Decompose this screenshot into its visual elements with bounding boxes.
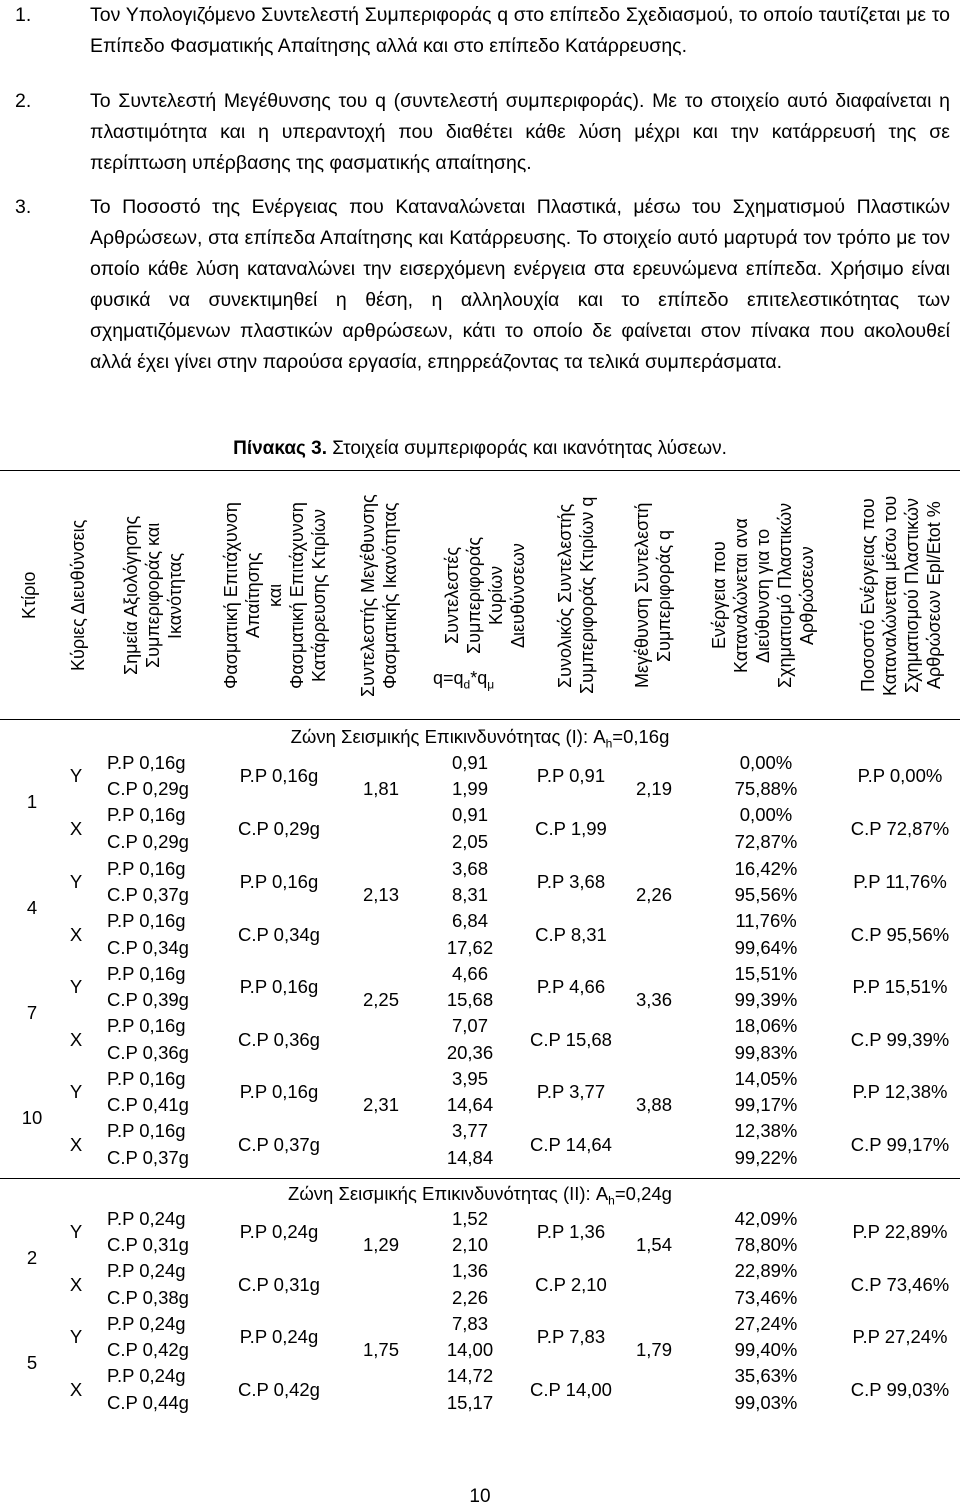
total-behaviour-factor-value: P.P 4,66 — [536, 976, 606, 998]
energy-per-direction-value: 73,46% — [734, 1286, 798, 1308]
energy-per-direction-value: 99,40% — [734, 1339, 798, 1361]
zone-2-top-border — [0, 1178, 960, 1179]
total-behaviour-factor-value: P.P 7,83 — [536, 1326, 606, 1348]
energy-per-direction-value: 75,88% — [734, 778, 798, 800]
capacity-magnification-value: 1,75 — [362, 1339, 399, 1361]
behaviour-factor-value: 0,91 — [451, 752, 488, 773]
evaluation-point: C.P 0,44g — [107, 1391, 189, 1413]
capacity-magnification-value: 1,29 — [362, 1234, 399, 1256]
behaviour-factor-value: 3,77 — [451, 1120, 488, 1142]
behaviour-factor-value: 2,05 — [451, 830, 488, 852]
header-building: Κτίριο — [19, 571, 39, 620]
behaviour-factor-value: 6,84 — [451, 910, 488, 932]
evaluation-point: P.P 0,16g — [107, 1068, 186, 1089]
energy-per-direction-value: 99,03% — [734, 1391, 798, 1413]
paragraph-number: 2. — [15, 90, 32, 112]
spectral-acceleration-value: C.P 0,42g — [238, 1378, 320, 1400]
capacity-magnification-value: 2,13 — [362, 884, 399, 906]
energy-per-direction-value: 18,06% — [734, 1015, 798, 1037]
energy-percentage-value: P.P 15,51% — [852, 976, 948, 998]
paragraph-text: Τον Υπολογιζόμενο Συντελεστή Συμπεριφοράς q στο επίπεδο Σχεδιασμού, το οποίο ταυτίζεται με το Επίπεδο Φασματικής Απαίτησης αλλά και στο επίπεδο Κατάρρευσης. — [90, 4, 950, 57]
paragraph-text: Το Ποσοστό της Ενέργειας που Καταναλώνεται Πλαστικά, μέσω του Σχηματισμού Πλαστικών Αρθρώσεων, στα επίπεδα Απαίτησης και Κατάρρευσης. Το στοιχείο αυτό μαρτυρά τον τρόπο με τον οποίο κάθε λύση καταναλώνει την εισερχόμενη ενέργεια στα ερευνώμενα επίπεδα. Χρήσιμο είναι φυσικά να συνεκτιμηθεί η θέση, η αλληλουχία και το επίπεδο επιτελεστικότητας των σχηματιζόμενων πλαστικών αρθρώσεων, κάτι το οποίο δε φαίνεται στον πίνακα που ακολουθεί αλλά έχει γίνει στην παρούσα εργασία, επηρρεάζοντας τα τελικά συμπεράσματα. — [90, 196, 950, 373]
behaviour-factor-value: 3,68 — [451, 858, 488, 879]
energy-percentage-value: C.P 95,56% — [850, 923, 950, 945]
energy-percentage-value: P.P 11,76% — [853, 871, 947, 893]
header-q-magnification: Μεγέθυνση Συντελεστή Συμπεριφοράς q — [632, 502, 674, 689]
evaluation-point: P.P 0,24g — [107, 1260, 186, 1282]
spectral-acceleration-value: P.P 0,16g — [239, 871, 319, 893]
energy-per-direction-value: 0,00% — [739, 804, 793, 826]
direction-label: Y — [69, 871, 83, 893]
direction-label: X — [69, 1028, 83, 1050]
total-behaviour-factor-value: P.P 3,77 — [536, 1081, 606, 1103]
energy-per-direction-value: 35,63% — [734, 1365, 798, 1387]
building-id: 5 — [26, 1352, 38, 1374]
header-formula: $q=q_d*q_\mu$ — [433, 668, 495, 692]
spectral-acceleration-value: P.P 0,16g — [239, 976, 319, 998]
direction-label: X — [69, 923, 83, 945]
energy-per-direction-value: 27,24% — [734, 1313, 798, 1334]
evaluation-point: C.P 0,29g — [107, 830, 189, 852]
direction-label: X — [69, 1378, 83, 1400]
behaviour-factor-value: 4,66 — [451, 963, 488, 984]
zone-label-2: Ζώνη Σεισμικής Επικινδυνότητας (ΙΙ): $A_h=0,24g$ — [288, 1183, 672, 1208]
capacity-magnification-value: 2,25 — [362, 989, 399, 1011]
total-behaviour-factor-value: P.P 0,91 — [536, 765, 606, 787]
evaluation-point: C.P 0,41g — [107, 1094, 189, 1116]
spectral-acceleration-value: C.P 0,37g — [238, 1133, 320, 1155]
evaluation-point: P.P 0,24g — [107, 1208, 186, 1229]
evaluation-point: C.P 0,36g — [107, 1041, 189, 1063]
direction-label: X — [69, 1273, 83, 1295]
q-magnification-value: 3,88 — [635, 1094, 672, 1116]
energy-percentage-value: P.P 0,00% — [857, 765, 943, 787]
energy-per-direction-value: 11,76% — [735, 910, 797, 932]
evaluation-point: C.P 0,38g — [107, 1286, 189, 1308]
behaviour-factor-value: 3,95 — [451, 1068, 488, 1089]
spectral-acceleration-value: P.P 0,16g — [239, 1081, 319, 1103]
behaviour-factor-value: 14,84 — [446, 1146, 494, 1168]
total-behaviour-factor-value: C.P 1,99 — [535, 817, 607, 839]
energy-per-direction-value: 12,38% — [734, 1120, 798, 1142]
header-main-directions: Κύριες Διευθύνσεις — [67, 519, 88, 672]
evaluation-point: P.P 0,16g — [107, 804, 186, 826]
total-behaviour-factor-value: P.P 3,68 — [536, 871, 606, 893]
behaviour-factor-value: 20,36 — [446, 1041, 494, 1063]
building-id: 4 — [26, 897, 38, 919]
energy-per-direction-value: 42,09% — [734, 1208, 798, 1229]
evaluation-point: P.P 0,16g — [107, 963, 186, 984]
direction-label: Y — [69, 976, 83, 998]
total-behaviour-factor-value: C.P 2,10 — [535, 1273, 607, 1295]
total-behaviour-factor-value: P.P 1,36 — [536, 1221, 606, 1243]
spectral-acceleration-value: P.P 0,24g — [239, 1326, 319, 1348]
evaluation-point: C.P 0,42g — [107, 1339, 189, 1361]
energy-per-direction-value: 78,80% — [734, 1234, 798, 1256]
spectral-acceleration-value: P.P 0,24g — [239, 1221, 319, 1243]
behaviour-factor-value: 1,36 — [451, 1260, 488, 1282]
spectral-acceleration-value: C.P 0,29g — [238, 817, 320, 839]
behaviour-factor-value: 1,52 — [451, 1208, 488, 1229]
energy-per-direction-value: 22,89% — [734, 1260, 798, 1282]
energy-per-direction-value: 99,22% — [734, 1146, 798, 1168]
total-behaviour-factor-value: C.P 14,00 — [530, 1378, 612, 1400]
table-top-border — [0, 470, 960, 471]
energy-per-direction-value: 99,64% — [734, 936, 798, 958]
energy-per-direction-value: 16,42% — [734, 858, 798, 879]
direction-label: X — [69, 817, 83, 839]
paragraph-text: Το Συντελεστή Μεγέθυνσης του q (συντελεστή συμπεριφοράς). Με το στοιχείο αυτό διαφαίνεται η πλαστιμότητα και η υπεραντοχή που διαθέτει κάθε λύση μέχρι και την κατάρρευσή της σε περίπτωση υπέρβασης της φασματικής απαίτησης. — [90, 90, 950, 174]
direction-label: Y — [69, 1081, 83, 1103]
evaluation-point: C.P 0,34g — [107, 936, 189, 958]
table-caption-label: Πίνακας 3. — [233, 438, 328, 459]
energy-percentage-value: P.P 27,24% — [852, 1326, 948, 1348]
behaviour-factor-value: 2,10 — [451, 1234, 488, 1256]
energy-percentage-value: P.P 12,38% — [852, 1081, 948, 1103]
total-behaviour-factor-value: C.P 14,64 — [530, 1133, 612, 1155]
energy-per-direction-value: 95,56% — [734, 884, 798, 906]
direction-label: Y — [69, 1221, 83, 1243]
energy-percentage-value: C.P 99,39% — [850, 1028, 950, 1050]
header-capacity-magnification: Συντελεστής Μεγέθυνσης Φασματικής Ικανότητας — [358, 494, 400, 697]
behaviour-factor-value: 7,83 — [451, 1313, 488, 1334]
evaluation-point: C.P 0,39g — [107, 989, 189, 1011]
behaviour-factor-value: 2,26 — [451, 1286, 488, 1308]
evaluation-point: C.P 0,37g — [107, 884, 189, 906]
header-energy-percentage: Ποσοστό Ενέργειας που Καταναλώνεται μέσω του Σχηματισμού Πλαστικών Αρθρώσεων Epl/Etot % — [857, 495, 944, 696]
behaviour-factor-value: 15,68 — [446, 989, 494, 1011]
direction-label: X — [69, 1133, 83, 1155]
evaluation-point: P.P 0,24g — [107, 1313, 186, 1334]
header-evaluation-points: Σημεία Αξιολόγησης Συμπεριφοράς και Ικανότητας — [120, 515, 185, 676]
energy-per-direction-value: 99,17% — [734, 1094, 798, 1116]
total-behaviour-factor-value: C.P 8,31 — [535, 923, 607, 945]
q-magnification-value: 2,26 — [635, 884, 672, 906]
q-magnification-value: 1,54 — [635, 1234, 672, 1256]
behaviour-factor-value: 17,62 — [446, 936, 494, 958]
capacity-magnification-value: 1,81 — [362, 778, 399, 800]
header-bottom-border — [0, 719, 960, 720]
paragraph-number: 1. — [15, 4, 32, 26]
energy-percentage-value: P.P 22,89% — [852, 1221, 948, 1243]
header-energy-per-direction: Ενέργεια που Καταναλώνεται ανα Διεύθυνση για το Σχηματισμό Πλαστικών Αρθρώσεων — [709, 502, 817, 689]
spectral-acceleration-value: C.P 0,31g — [238, 1273, 320, 1295]
evaluation-point: P.P 0,16g — [107, 910, 186, 932]
q-magnification-value: 1,79 — [635, 1339, 672, 1361]
energy-percentage-value: C.P 72,87% — [850, 817, 950, 839]
energy-per-direction-value: 99,39% — [734, 989, 798, 1011]
spectral-acceleration-value: P.P 0,16g — [239, 765, 319, 787]
energy-per-direction-value: 14,05% — [734, 1068, 798, 1089]
direction-label: Y — [69, 765, 83, 787]
energy-percentage-value: C.P 73,46% — [850, 1273, 950, 1295]
evaluation-point: C.P 0,37g — [107, 1146, 189, 1168]
behaviour-factor-value: 14,72 — [446, 1365, 494, 1387]
evaluation-point: C.P 0,31g — [107, 1234, 189, 1256]
total-behaviour-factor-value: C.P 15,68 — [530, 1028, 612, 1050]
evaluation-point: P.P 0,16g — [107, 752, 186, 773]
table-caption — [0, 438, 960, 460]
q-magnification-value: 3,36 — [635, 989, 672, 1011]
table-caption-text: Στοιχεία συμπεριφοράς και ικανότητας λύσεων. — [327, 438, 727, 459]
evaluation-point: C.P 0,29g — [107, 778, 189, 800]
building-id: 2 — [26, 1247, 38, 1269]
q-magnification-value: 2,19 — [635, 778, 672, 800]
header-total-behaviour-factor: Συνολικός Συντελεστής Συμπεριφοράς Κτιρίων q — [555, 496, 597, 695]
evaluation-point: P.P 0,24g — [107, 1365, 186, 1387]
capacity-magnification-value: 2,31 — [362, 1094, 399, 1116]
evaluation-point: P.P 0,16g — [107, 1120, 186, 1142]
behaviour-factor-value: 7,07 — [451, 1015, 488, 1037]
header-behaviour-factors: Συντελεστές Συμπεριφοράς Κυρίων Διευθύνσεων — [442, 536, 528, 655]
building-id: 1 — [26, 791, 38, 813]
table-header — [0, 474, 960, 717]
zone-label-1: Ζώνη Σεισμικής Επικινδυνότητας (Ι): $A_h=0,16g$ — [290, 726, 670, 751]
building-id: 7 — [26, 1002, 38, 1024]
behaviour-factor-value: 14,64 — [446, 1094, 494, 1116]
paragraph-number: 3. — [15, 196, 32, 218]
page-number: 10 — [469, 1486, 491, 1507]
energy-percentage-value: C.P 99,17% — [850, 1133, 950, 1155]
behaviour-factor-value: 14,00 — [446, 1339, 494, 1361]
direction-label: Y — [69, 1326, 83, 1348]
evaluation-point: P.P 0,16g — [107, 858, 186, 879]
behaviour-factor-value: 0,91 — [451, 804, 488, 826]
spectral-acceleration-value: C.P 0,36g — [238, 1028, 320, 1050]
building-id: 10 — [21, 1107, 43, 1129]
behaviour-factor-value: 8,31 — [451, 884, 488, 906]
behaviour-factor-value: 15,17 — [446, 1391, 494, 1413]
header-spectral-acceleration: Φασματική Επιτάχυνση Απαίτησης και Φασματική Επιτάχυνση Κατάρρευσης Κτιρίων — [221, 502, 329, 689]
behaviour-factor-value: 1,99 — [451, 778, 488, 800]
energy-per-direction-value: 99,83% — [734, 1041, 798, 1063]
energy-per-direction-value: 15,51% — [734, 963, 798, 984]
energy-percentage-value: C.P 99,03% — [850, 1378, 950, 1400]
energy-per-direction-value: 72,87% — [734, 830, 798, 852]
spectral-acceleration-value: C.P 0,34g — [238, 923, 320, 945]
energy-per-direction-value: 0,00% — [739, 752, 793, 773]
evaluation-point: P.P 0,16g — [107, 1015, 186, 1037]
